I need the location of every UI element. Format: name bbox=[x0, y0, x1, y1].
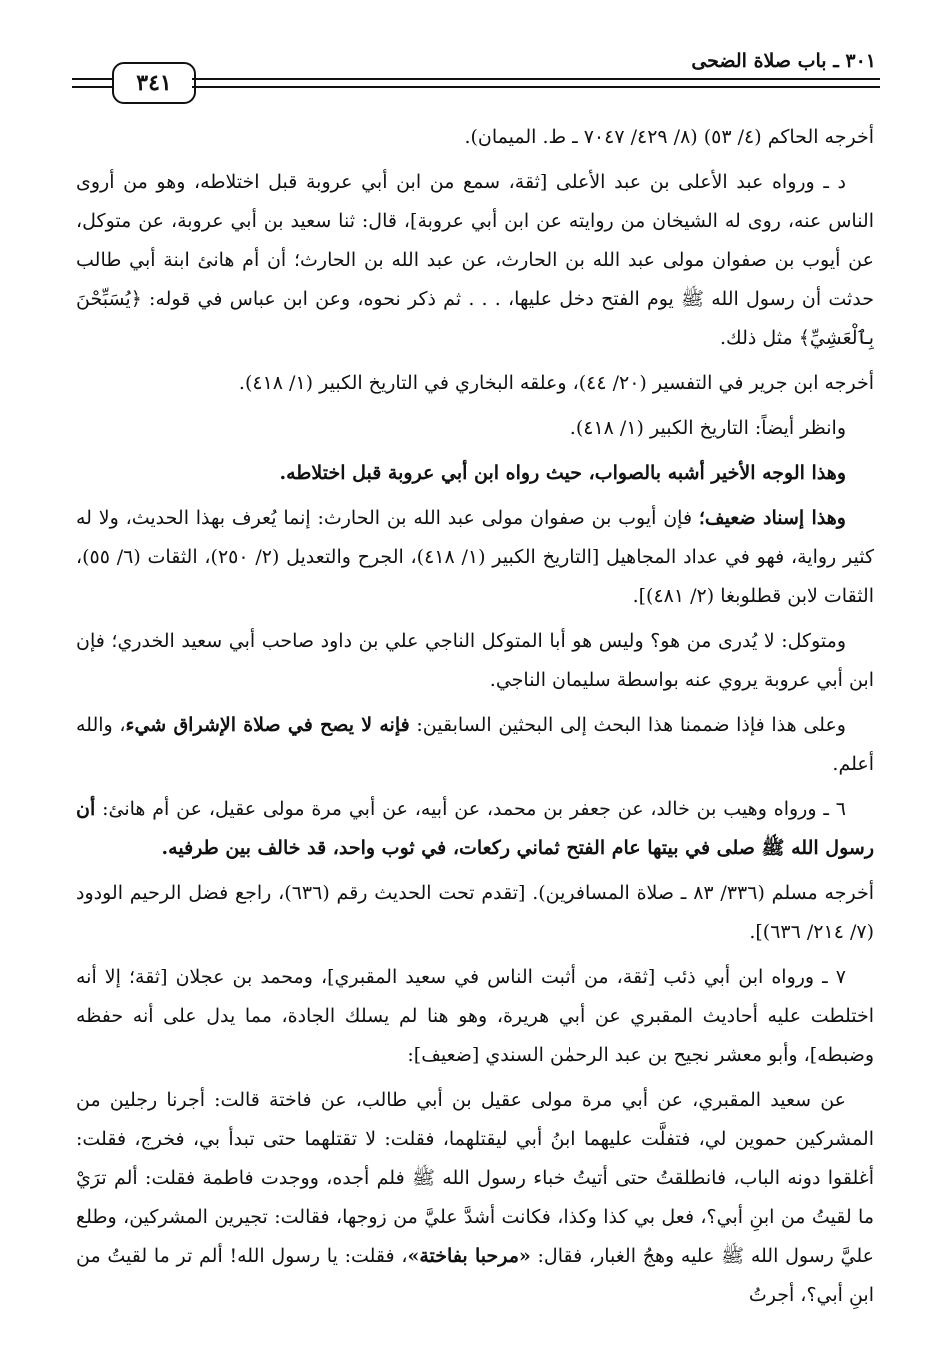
header-rule-left bbox=[72, 78, 112, 88]
narration-6-matn: أن رسول الله ﷺ صلى في بيتها عام الفتح ثماني ركعات، في ثوب واحد، قد خالف بين طرفيه. bbox=[76, 798, 874, 859]
page-number: ٣٤١ bbox=[112, 62, 196, 104]
paragraph-narration-6 bbox=[76, 790, 874, 868]
narration-6-chain: ٦ ـ ورواه وهيب بن خالد، عن جعفر بن محمد، عن أبيه، عن أبي مرة مولى عقيل، عن أم هانئ: bbox=[95, 798, 846, 820]
paragraph-muslim-citation: أخرجه مسلم (٣٣٦/ ٨٣ ـ صلاة المسافرين). [تقدم تحت الحديث رقم (٦٣٦)، راجع فضل الرحيم الودود (٧/ ٢١٤/ ٦٣٦)]. bbox=[76, 882, 874, 943]
chapter-title: ٣٠١ ـ باب صلاة الضحى bbox=[691, 50, 876, 72]
header-rule-right bbox=[192, 78, 880, 88]
fakhita-greeting: «مرحبا بفاختة» bbox=[407, 1245, 531, 1267]
paragraph-hakim-citation: أخرجه الحاكم (٤/ ٥٣) (٨/ ٤٢٩/ ٧٠٤٧ ـ ط. الميمان). bbox=[464, 126, 874, 148]
paragraph-fakhita-hadith bbox=[76, 1081, 874, 1315]
page-body bbox=[76, 118, 874, 1358]
paragraph-weak-chain bbox=[76, 499, 874, 616]
fakhita-text-end: ، فقلت: يا رسول الله! ألم تر ما لقيتُ من ابنِ أبي؟، أجرتُ bbox=[76, 1245, 874, 1306]
paragraph-ishraq-ruling bbox=[76, 706, 874, 784]
weak-chain-text: فإن أيوب بن صفوان مولى عبد الله بن الحارث: إنما يُعرف بهذا الحديث، ولا له كثير رواية، فهو في عداد المجاهيل [التاريخ الكبير (١/ ٤١٨)، الجرح والتعديل (٢/ ٢٥٠)، الثقات (٦/ ٥٥)، الثقات لابن قطلوبغا (٢/ ٤٨١)]. bbox=[76, 507, 874, 607]
paragraph-narration-7: ٧ ـ ورواه ابن أبي ذئب [ثقة، من أثبت الناس في سعيد المقبري]، ومحمد بن عجلان [ثقة؛ إلا أنه اختلطت عليه أحاديث المقبري عن أبي هريرة، وهو هنا لم يسلك الجادة، مما يدل على أنه حفظه وضبطه]، وأبو معشر نجيح بن عبد الرحمٰن السندي [ضعيف]: bbox=[76, 966, 874, 1066]
fakhita-text-start: عن سعيد المقبري، عن أبي مرة مولى عقيل بن أبي طالب، عن فاختة قالت: أجرنا رجلين من المشركين حموين لي، فتفلَّت عليهما ابنُ أبي ليقتلهما، فقلت: لا تقتلهما حتى تبدأ بي، فخرج، فقلت: أغلقوا دونه الباب، فانطلقتُ حتى أتيتُ خباء رسول الله ﷺ فلم أجده، ووجدت فاطمة فقلت: ألم ترَيْ ما لقيتُ من ابنِ أبي؟، فعل بي كذا وكذا، فكانت أشدَّ عليَّ من زوجها، فقالت: تجيرين المشركين، وطلع عليَّ رسول الله ﷺ عليه وهجُ الغبار، فقال: bbox=[76, 1089, 874, 1267]
ishraq-ruling-bold: فإنه لا يصح في صلاة الإشراق شيء bbox=[125, 714, 410, 736]
ishraq-text-start: وعلى هذا فإذا ضممنا هذا البحث إلى البحثين السابقين: bbox=[409, 714, 846, 736]
page-header bbox=[72, 44, 880, 106]
paragraph-narration-d: د ـ ورواه عبد الأعلى بن عبد الأعلى [ثقة، سمع من ابن أبي عروبة قبل اختلاطه، وهو من أروى الناس عنه، روى له الشيخان من روايته عن ابن أبي عروبة]، قال: ثنا سعيد بن أبي عروبة، عن متوكل، عن أيوب بن صفوان مولى عبد الله بن الحارث، عن عبد الله بن الحارث؛ أن أم هانئ ابنة أبي طالب حدثت أن رسول الله ﷺ يوم الفتح دخل عليها، . . . ثم ذكر نحوه، وعن ابن عباس في قوله: ﴿يُسَبِّحْنَ بِٱلْعَشِيِّ﴾ مثل ذلك. bbox=[76, 171, 874, 349]
weak-chain-lead: وهذا إسناد ضعيف؛ bbox=[698, 507, 846, 529]
paragraph-ibn-jarir-citation: أخرجه ابن جرير في التفسير (٢٠/ ٤٤)، وعلقه البخاري في التاريخ الكبير (١/ ٤١٨). bbox=[238, 372, 874, 394]
paragraph-conclusion: وهذا الوجه الأخير أشبه بالصواب، حيث رواه ابن أبي عروبة قبل اختلاطه. bbox=[279, 462, 846, 484]
paragraph-mutawakkil: ومتوكل: لا يُدرى من هو؟ وليس هو أبا المتوكل الناجي علي بن داود صاحب أبي سعيد الخدري؛ فإن ابن أبي عروبة يروي عنه بواسطة سليمان الناجي. bbox=[76, 630, 874, 691]
paragraph-see-also: وانظر أيضاً: التاريخ الكبير (١/ ٤١٨). bbox=[569, 417, 846, 439]
ishraq-text-end: ، والله أعلم. bbox=[76, 714, 874, 775]
